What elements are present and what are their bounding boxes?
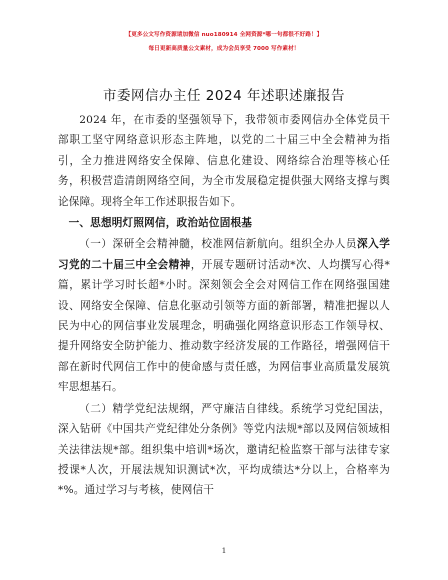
document-body <box>58 110 390 501</box>
document-title: 市委网信办主任 2024 年述职述廉报告 <box>103 88 345 104</box>
item-2-paragraph: （二）精学党纪法规纲，严守廉洁自律线。系统学习党纪国法，深入钻研《中国共产党纪律处分条例》等党内法规*部以及网信领域相关法律法规*部。组织集中培训*场次，邀请纪检监察干部与法律专家授课*人次，开展法规知识测试*次，平均成绩达*分以上，合格率为*%。通过学习与考核，使网信干 <box>58 402 390 497</box>
item-1-text: ，开展专题研讨活动*次、人均撰写心得*篇，累计学习时长超*小时。深刻领会全会对网信工作在网络强国建设、网络安全保障、信息化驱动引领等方面的新部署，精准把握以人民为中心的网信事业发展理念，明确强化网络意识形态工作领导权、提升网络安全防护能力、推动数字经济发展的工作路径，增强网信干部在新时代网信工作中的使命感与责任感，为网信事业高质量发展筑牢思想基石。 <box>58 258 390 394</box>
promo-banner-line-2: 每日更新高质量公文素材，成为会员享受 7000 写作素材！ <box>148 46 300 52</box>
item-1-prefix: （一）深研全会精神髓，校准网信新航向。组织全办人员 <box>79 238 357 251</box>
item-1-bold-text: 深入学习党的二十届三中全会精神 <box>58 238 391 271</box>
section-heading-1: 一、思想明灯照网信，政治站位固根基 <box>68 217 253 230</box>
promo-banner-line-1: 【更多公文写作资源请加微信 nuo180914 全网资源*哪一句都很不好路！】 <box>125 32 323 38</box>
item-1-paragraph <box>58 234 390 397</box>
intro-paragraph: 2024 年，在市委的坚强领导下，我带领市委网信办全体党员干部职工坚守网络意识形态主阵地，以党的二十届三中全会精神为指引，全力推进网络安全保障、信息化建设、网络综合治理等核心任务，积极营造清朗网络空间，为全市发展稳定提供强大网络支撑与舆论保障。现将全年工作述职报告如下。 <box>58 114 390 208</box>
page-number: 1 <box>221 546 227 555</box>
